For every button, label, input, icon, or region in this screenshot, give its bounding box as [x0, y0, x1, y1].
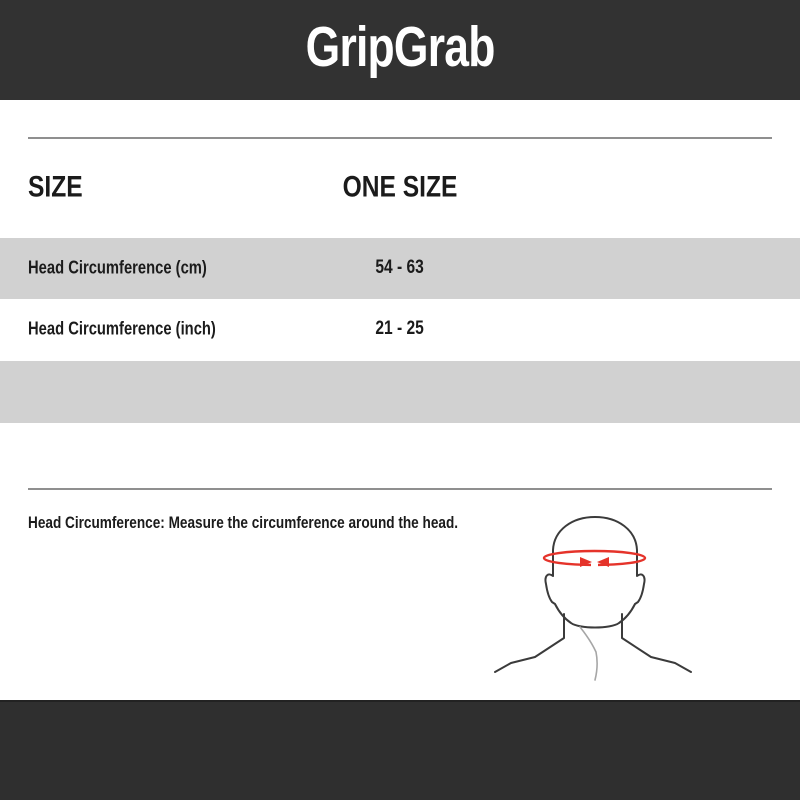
table-row-cm [0, 238, 800, 299]
row-value-inch: 21 - 25 [375, 318, 425, 340]
size-table-header-row [0, 139, 800, 238]
head-measurement-icon [492, 506, 698, 700]
right-shoulder-line [622, 614, 691, 672]
row-value-cm: 54 - 63 [375, 256, 425, 278]
row-label-cm: Head Circumference (cm) [28, 257, 207, 278]
bottom-divider [28, 488, 772, 490]
head-outline [545, 517, 644, 628]
neck-crease-line [580, 627, 597, 680]
gripgrab-logo: GripGrab [305, 14, 495, 79]
one-size-column-header: ONE SIZE [342, 170, 458, 204]
table-row-inch [0, 299, 800, 361]
one-size-column-header-wrap [0, 170, 800, 204]
size-column-header: SIZE [28, 170, 83, 204]
ellipse-gap-mask [591, 556, 598, 568]
table-row-empty [0, 361, 800, 423]
row-label-inch: Head Circumference (inch) [28, 318, 216, 339]
left-shoulder-line [495, 614, 564, 672]
header-bar [0, 0, 800, 100]
row-value-empty-wrap [0, 382, 800, 400]
measurement-note: Head Circumference: Measure the circumference around the head. [28, 513, 459, 532]
footer-bar [0, 700, 800, 800]
row-value-cm-wrap [0, 257, 800, 279]
row-value-inch-wrap [0, 318, 800, 340]
